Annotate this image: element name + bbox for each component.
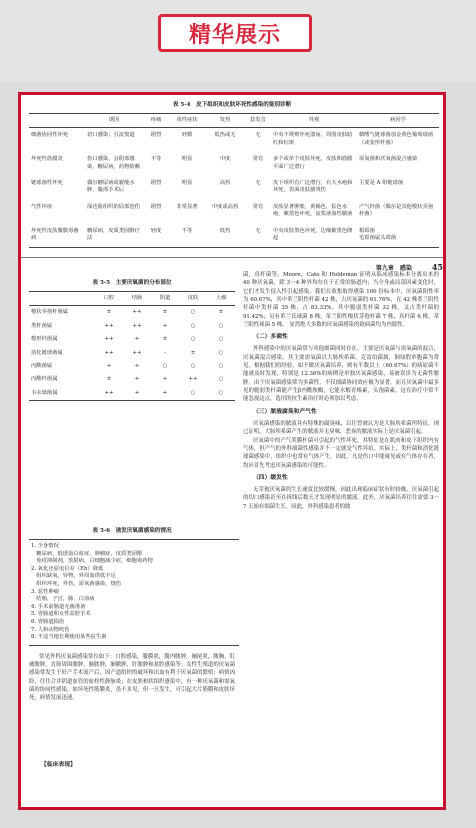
table-cell: 低热或无 <box>214 132 236 139</box>
table-cell: ○ <box>179 387 207 401</box>
list-item: 4. 手术前肠道无菌准备 <box>31 603 86 610</box>
table-5-4-header: 外观 <box>271 114 357 128</box>
table-cell: ○ <box>190 309 196 316</box>
table-cell: ± <box>162 309 168 316</box>
table-cell: 偶尔糖尿病或毅缝水肿，腹部手术后 <box>87 180 135 194</box>
table-cell: + <box>151 387 179 401</box>
page-number: 45 <box>431 262 443 272</box>
table-5-5-header: 阴道 <box>151 292 179 306</box>
table-cell: 消化链球菌属 <box>31 349 63 356</box>
table-cell: ++ <box>188 376 198 383</box>
table-cell: ○ <box>190 363 196 370</box>
table-row <box>29 224 439 248</box>
table-cell: ++ <box>95 387 123 401</box>
table-cell: 伤口感染，会阴部感染，糖尿病，药物依赖 <box>87 156 140 170</box>
table-cell: ○ <box>190 322 196 329</box>
table-5-4-header: 发热 <box>205 114 245 128</box>
list-item: 2. 氧化还原电位差（Eh）降低 <box>31 565 104 572</box>
table-cell: 深达肌组织的局部创伤 <box>87 203 140 210</box>
table-cell: 切口感染；引流窦道 <box>87 132 135 139</box>
right-paragraph-4: 厌氧菌中的产气荚膜杆菌可引起的气性坏死，其特征是在肌肉和皮下组织内有气体，但产气的外科细菌性感染并不一定就是气性坏疽。实际上，类杆菌和消化链球菌感染中，组织中也常有气体产生，因此，凡是伤口中能窥见或有气体存在者，均应首先考虑厌氧菌感染的可能性。 <box>243 437 439 469</box>
table-cell: 常有 <box>252 203 264 210</box>
table-cell: 坏死性筋膜炎 <box>31 156 63 163</box>
table-5-5-header <box>29 292 95 306</box>
table-5-5-header: 结肠 <box>123 292 151 306</box>
list-item: 5. 胃肠道和女性盆腔手术 <box>31 611 91 618</box>
table-cell: 丙酸杆菌属 <box>31 376 58 383</box>
right-paragraph-1: 菌，真杆菌等。Moore，Cato 和 Holdeman 证明从临床感染标本分离出来的 40 种厌氧菌，除 3～4 种外均存在于正常的肠道内；当全身或局部因素变化时，它们才发生侵入性引起感染。我们在收集取得感染 100 份标本中，厌氧菌阳性率为 60.67%，其中革兰阴性杆菌 42 株，占厌氧菌的 61.76%，在 42 株革兰阴性杆菌中类杆菌 35 株，占 83.33%，其中脆弱类杆菌 32 株，又占类杆菌的 91.42%；另有革兰氏球菌 8 株，革兰阳性梭状芽孢杆菌 7 株，真杆菌 6 株，革兰阳性球菌 5 株。 显然绝大多数的厌氧菌感染的致病菌均为内源性。 <box>243 272 439 329</box>
table-cell: 产气杆菌（偶尔是其他梭状芽孢杆菌） <box>359 203 434 218</box>
table-cell: 常有 <box>252 156 264 163</box>
table-row <box>29 320 235 333</box>
table-cell: 轻度 <box>143 224 169 248</box>
book-page <box>21 95 443 807</box>
heading-delayed: （四）缓发性 <box>253 474 288 481</box>
table-row <box>29 347 235 360</box>
table-cell: + <box>162 376 168 383</box>
heading-odor-gas: （三）脓液腐臭和产气性 <box>253 408 317 415</box>
list-item: 3. 恶性肿瘤 <box>31 588 59 595</box>
list-item: 6. 胃肠道损伤 <box>31 618 65 625</box>
table-5-4-title: 表 5-4 皮下组织和皮肤坏死性感染的鉴别诊断 <box>172 102 292 108</box>
table-cell: + <box>106 363 112 370</box>
left-paragraph: 常见外科厌氧菌感染常位如下：口腔感染，腹膜炎，腹内脓肿，阑尾炎，脓胸，肛瘘脓肿，直肠周围脓肿，脑脓肿，肺脓肿，肝脓肿和盆腔感染等；女性生殖道的厌氧菌感染常发生于妊产手术流产后，因产道组织的破坏和出血有利于厌氧菌的繁殖；病情凶险，往往合并阴道血管的血栓性静脉炎；在皮肤和软组织感染中，有一种厌氧菌和需氧菌的协同性感染，如坏死性筋膜炎，虽不多见，但一旦发生，可引起大片筋膜和皮肤坏死，病情发展迅速。 <box>29 654 235 702</box>
table-cell: 气性坏疽 <box>31 203 53 210</box>
table-cell: 无 <box>255 132 261 139</box>
table-row <box>29 387 235 401</box>
right-paragraph-3: 厌氧菌感染的脓液具有特殊的腐臭味，以往曾被认为是大肠埃希菌所特征，现已证明，大肠埃希菌产生的脓液并无臭味，恶臭的脓液实际上是厌氧菌引起。 <box>243 420 439 436</box>
table-cell: + <box>134 336 140 343</box>
table-cell: 中度 <box>219 156 231 163</box>
table-cell: 剧烈 <box>150 132 162 139</box>
table-cell: - <box>164 349 166 356</box>
list-item: 组织坏死，外伤，需氧菌感染，烧伤 <box>31 580 122 587</box>
table-cell: 明显 <box>181 156 193 163</box>
table-cell: 中度或高热 <box>211 203 239 210</box>
list-item: 免疫抑制剂，放射病，白细胞减少症，细胞毒药物 <box>31 558 153 565</box>
table-cell: 梭形杆菌属 <box>31 336 58 343</box>
section-clinical: 【临床表现】 <box>41 762 76 768</box>
table-cell: ± <box>190 349 196 356</box>
table-cell: 糖尿病，皮质类固醇疗法 <box>85 224 143 248</box>
table-cell: ± <box>106 309 112 316</box>
table-cell: 根霉菌 毛霉菌属头霉菌 <box>357 224 439 248</box>
table-cell: + <box>134 363 140 370</box>
table-cell: ○ <box>218 322 224 329</box>
table-cell: ○ <box>218 363 224 370</box>
list-item: 糖尿病，低球蛋白血症，肿瘤症，皮质类固醇 <box>31 550 143 557</box>
table-cell: 不等 <box>169 224 205 248</box>
table-5-4-header <box>29 114 85 128</box>
table-cell: 梭状芽孢杆菌属 <box>31 309 69 316</box>
table-cell: 低热 <box>205 224 245 248</box>
table-cell: ++ <box>104 322 114 329</box>
header-bar <box>0 0 476 82</box>
list-item: 8. 不适当地长期使用某些抗生素 <box>31 634 107 641</box>
table-cell: ++ <box>132 322 142 329</box>
table-cell: 非常显著 <box>176 203 198 210</box>
table-5-4-header: 捻发音 <box>245 114 271 128</box>
list-item: 组织缺氧，异物，外周血供低不足 <box>31 573 116 580</box>
table-cell: 剧烈 <box>150 180 162 187</box>
table-cell: 无 <box>255 180 261 187</box>
table-cell: 需氧菌和厌氧菌混合感染 <box>359 156 418 163</box>
table-cell: 丙酸菌属 <box>31 363 53 370</box>
table-5-5-header: 皮肤 <box>179 292 207 306</box>
table-row <box>29 152 439 176</box>
table-cell: + <box>134 376 140 383</box>
table-cell: ± <box>218 309 224 316</box>
list-item: 结肠，子宫，肺，白血病 <box>31 596 95 603</box>
table-5-6-title: 表 5-6 诱发厌氧菌感染的情况 <box>92 528 172 534</box>
table-row <box>29 176 439 200</box>
table-cell: 主要是 A 组链球菌 <box>359 180 404 187</box>
table-cell: 类杆菌属 <box>31 322 53 329</box>
table-cell: ○ <box>162 363 168 370</box>
table-cell: ++ <box>104 336 114 343</box>
table-cell: ± <box>162 336 168 343</box>
table-cell: ++ <box>132 309 142 316</box>
table-cell: ○ <box>218 376 224 383</box>
list-item: 7. 人和动物咬伤 <box>31 626 70 633</box>
table-row <box>29 306 235 320</box>
table-cell: ++ <box>104 349 114 356</box>
table-cell: 不等 <box>150 156 162 163</box>
table-cell: 多个或单个皮肤坏死，皮肤和筋膜平面广泛潜行 <box>273 156 353 170</box>
table-cell: 高热 <box>219 180 231 187</box>
table-cell: ± <box>106 376 112 383</box>
chapter-title: 第九章 感染 <box>375 265 412 272</box>
header-rule <box>21 257 443 258</box>
table-5-4-header: 诱因 <box>85 114 143 128</box>
banner-title: 精华展示 <box>188 22 281 48</box>
table-5-4 <box>29 113 439 248</box>
table-row <box>29 128 439 152</box>
heading-polymicrobial: （二）多菌性 <box>253 334 288 341</box>
table-row <box>29 200 439 224</box>
table-5-4-header: 毒性症状 <box>169 114 205 128</box>
right-paragraph-2: 外科感染中的厌氧菌常与其他细菌同时存在，主要是厌氧菌与需氧菌的混合，厌氧菌混合感染，其主要需氧菌以大肠埃希菌，克雷伯菌属，铜绿假单胞菌为常见。根据我们的经验，如不做厌氧菌培养，则有半数以上（60.67%）的病原菌不能被及时发现，特别是 12.36%的病例是单独厌氧菌感染，易被误诊为无菌性脓肿。由于厌氧菌感染常为多菌性，不仅细菌协同效应极为显著，而且厌氧菌中最多见的脆弱类杆菌能产生β内酰胺酶，它能水解青霉素，头孢菌素，这在治疗中常不能忽视这点，选用的抗生素治疗时必须加以考虑。 <box>243 346 439 403</box>
table-cell: 轻微 <box>181 132 193 139</box>
table-row <box>29 360 235 373</box>
table-cell: 中央不规则坏死溃疡，周围皮肤暗红和红斑 <box>273 132 353 146</box>
table-cell: 无 <box>245 224 271 248</box>
table-cell: 中央皮肤黑色坏死，边缘紫黑色隆起 <box>271 224 357 248</box>
table-cell: ○ <box>207 387 235 401</box>
table-cell: 明显 <box>181 180 193 187</box>
right-paragraph-5: 无芽孢厌氧菌的生长速度比较缓慢，因此出现临床症状有时较晚。厌氧菌引起的切口感染甚至在拆线后数天才发现明显的脓液。此外，厌氧菌培养往往需要 3～7 天始有细菌生长，因此，外科感染患者的脓 <box>243 486 439 510</box>
table-cell: 坏死性皮肤腹膜毒菌病 <box>29 224 85 248</box>
table-row <box>29 373 235 386</box>
table-cell: 链球菌性坏死 <box>31 180 63 187</box>
table-row <box>29 333 235 346</box>
bottom-margin <box>0 812 476 828</box>
table-cell: 微嗜气链球菌加金黄色葡萄球菌（或变形杆菌） <box>359 132 434 146</box>
table-cell: + <box>123 387 151 401</box>
list-item: 1. 全身情况 <box>31 543 59 549</box>
table-cell: ○ <box>218 349 224 356</box>
table-cell: ++ <box>132 349 142 356</box>
table-cell: 韦永球菌属 <box>29 387 95 401</box>
table-5-5-header: 口腔 <box>95 292 123 306</box>
right-column <box>243 271 439 511</box>
table-5-6 <box>29 539 239 646</box>
table-5-5-header: 上瘤 <box>207 292 235 306</box>
table-cell: + <box>162 322 168 329</box>
table-cell: ○ <box>218 336 224 343</box>
table-cell: 剧烈 <box>150 203 162 210</box>
table-cell: 皮肤显著肿胀，黄褐色，棕色水疱，紫黑色坏死，流浆液血性脓液 <box>273 203 353 218</box>
table-5-4-header: 病因学 <box>357 114 439 128</box>
table-cell: 皮下组织有广泛潜行，有大水疱和坏死，表面皮肤割烫伤 <box>273 180 353 194</box>
table-5-5 <box>29 291 235 401</box>
banner <box>158 14 312 52</box>
table-5-5-title: 表 5-5 主要厌氧菌的分布部位 <box>92 280 172 286</box>
table-5-4-header: 疼痛 <box>143 114 169 128</box>
table-cell: 细菌协同性坏死 <box>31 132 69 139</box>
table-cell: ○ <box>190 336 196 343</box>
